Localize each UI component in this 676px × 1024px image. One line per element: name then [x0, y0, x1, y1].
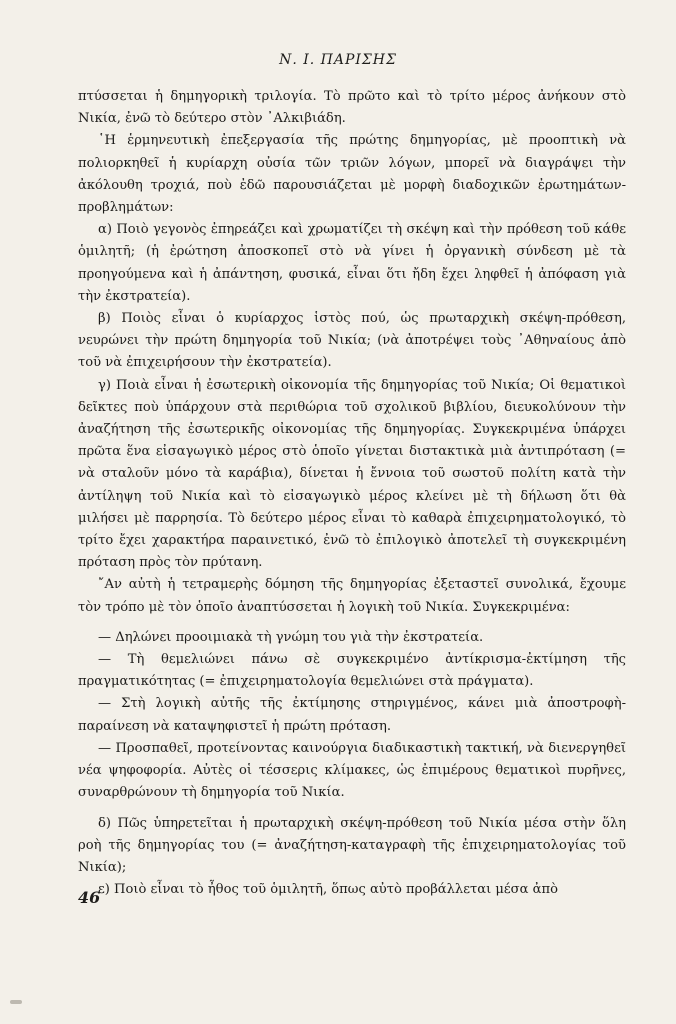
paragraph-intro: ῾Η ἑρμηνευτικὴ ἐπεξεργασία τῆς πρώτης δημηγορίας, μὲ προοπτικὴ νὰ πολιορκηθεῖ ἡ κυρίαρχη οὐσία τῶν τριῶν λόγων, μπορεῖ νὰ διαγράψει τὴν ἀκόλουθη τροχιά, ποὺ ἐδῶ παρουσιάζεται μὲ μορφὴ διαδοχικῶν ἐρωτημάτων-προβλημάτων:: [78, 133, 626, 216]
scan-speck: [10, 1000, 22, 1004]
dash-item: — Τὴ θεμελιώνει πάνω σὲ συγκεκριμένο ἀντίκρισμα-ἐκτίμηση τῆς πραγματικότητας (= ἐπιχειρηματολογία θεμελιώνει στὰ πράγματα).: [78, 652, 626, 690]
paragraph-summary: ῎Αν αὐτὴ ἡ τετραμερὴς δόμηση τῆς δημηγορίας ἐξεταστεῖ συνολικά, ἔχουμε τὸν τρόπο μὲ τὸν ὁποῖο ἀναπτύσσεται ἡ λογικὴ τοῦ Νικία. Συγκεκριμένα:: [78, 577, 626, 615]
paragraph-continuation: πτύσσεται ἡ δημηγορικὴ τριλογία. Τὸ πρῶτο καὶ τὸ τρίτο μέρος ἀνήκουν στὸ Νικία, ἐνῶ τὸ δεύτερο στὸν ᾿Αλκιβιάδη.: [78, 89, 626, 127]
question-c: γ) Ποιὰ εἶναι ἡ ἐσωτερικὴ οἰκονομία τῆς δημηγορίας τοῦ Νικία; Οἱ θεματικοὶ δεῖκτες ποὺ ὑπάρχουν στὰ περιθώρια τοῦ σχολικοῦ βιβλίου, διευκολύνουν τὴν ἀναζήτηση τῆς ἐσωτερικῆς οἰκονομίας τῆς δημηγορίας. Συγκεκριμένα ὑπάρχει πρῶτα ἕνα εἰσαγωγικὸ μέρος στὸ ὁποῖο γίνεται διστακτικὰ μιὰ ἀντιπρόταση (= νὰ σταλοῦν μόνο τὰ καράβια), δίνεται ἡ ἔννοια τοῦ σωστοῦ πολίτη κατὰ τὴν ἀντίληψη τοῦ Νικία καὶ τὸ εἰσαγωγικὸ μέρος κλείνει μὲ τὴ δήλωση ὅτι θὰ μιλήσει μὲ παρρησία. Τὸ δεύτερο μέρος εἶναι τὸ καθαρὰ ἐπιχειρηματολογικό, τὸ τρίτο ἔχει χαρακτήρα παραινετικό, ἐνῶ τὸ ἐπιλογικὸ ἀποτελεῖ τὴ συγκεκριμένη πρόταση πρὸς τὸν πρύτανη.: [78, 377, 626, 571]
body-text: [78, 86, 626, 901]
question-a: α) Ποιὸ γεγονὸς ἐπηρεάζει καὶ χρωματίζει τὴ σκέψη καὶ τὴν πρόθεση τοῦ κάθε ὁμιλητῆ; (ἡ ἐρώτηση ἀποσκοπεῖ στὸ νὰ γίνει ἡ ὀργανικὴ σύνδεση μὲ τὰ προηγούμενα καὶ ἡ ἀπάντηση, φυσικά, εἶναι ὅτι ἤδη ἔχει ληφθεῖ ἡ ἀπόφαση γιὰ τὴν ἐκστρατεία).: [78, 222, 626, 304]
dash-item: — Δηλώνει προοιμιακὰ τὴ γνώμη του γιὰ τὴν ἐκστρατεία.: [98, 629, 484, 645]
dash-item: — Στὴ λογικὴ αὐτῆς τῆς ἐκτίμησης στηριγμένος, κάνει μιὰ ἀποστροφὴ-παραίνεση νὰ καταψηφιστεῖ ἡ πρώτη πρόταση.: [78, 696, 626, 734]
question-e: ε) Ποιὸ εἶναι τὸ ἦθος τοῦ ὁμιλητῆ, ὅπως αὐτὸ προβάλλεται μέσα ἀπὸ: [98, 882, 558, 898]
page-number: 46: [78, 888, 101, 907]
question-d: δ) Πῶς ὑπηρετεῖται ἡ πρωταρχικὴ σκέψη-πρόθεση τοῦ Νικία μέσα στὴν ὅλη ροὴ τῆς δημηγορίας του (= ἀναζήτηση-καταγραφὴ τῆς ἐπιχειρηματολογίας τοῦ Νικία);: [78, 815, 626, 875]
running-header: Ν. Ι. ΠΑΡΙΣΗΣ: [279, 52, 397, 68]
question-b: β) Ποιὸς εἶναι ὁ κυρίαρχος ἱστὸς πού, ὡς πρωταρχικὴ σκέψη-πρόθεση, νευρώνει τὴν πρώτη δημηγορία τοῦ Νικία; (νὰ ἀποτρέψει τοὺς ᾿Αθηναίους ἀπὸ τοῦ νὰ ἐπιχειρήσουν τὴν ἐκστρατεία).: [78, 311, 626, 371]
dash-item: — Προσπαθεῖ, προτείνοντας καινούργια διαδικαστικὴ τακτική, νὰ διενεργηθεῖ νέα ψηφοφορία. Αὐτὲς οἱ τέσσερις κλίμακες, ὡς ἐπιμέρους θεματικοὶ πυρῆνες, συναρθρώνουν τὴ δημηγορία τοῦ Νικία.: [78, 740, 626, 801]
